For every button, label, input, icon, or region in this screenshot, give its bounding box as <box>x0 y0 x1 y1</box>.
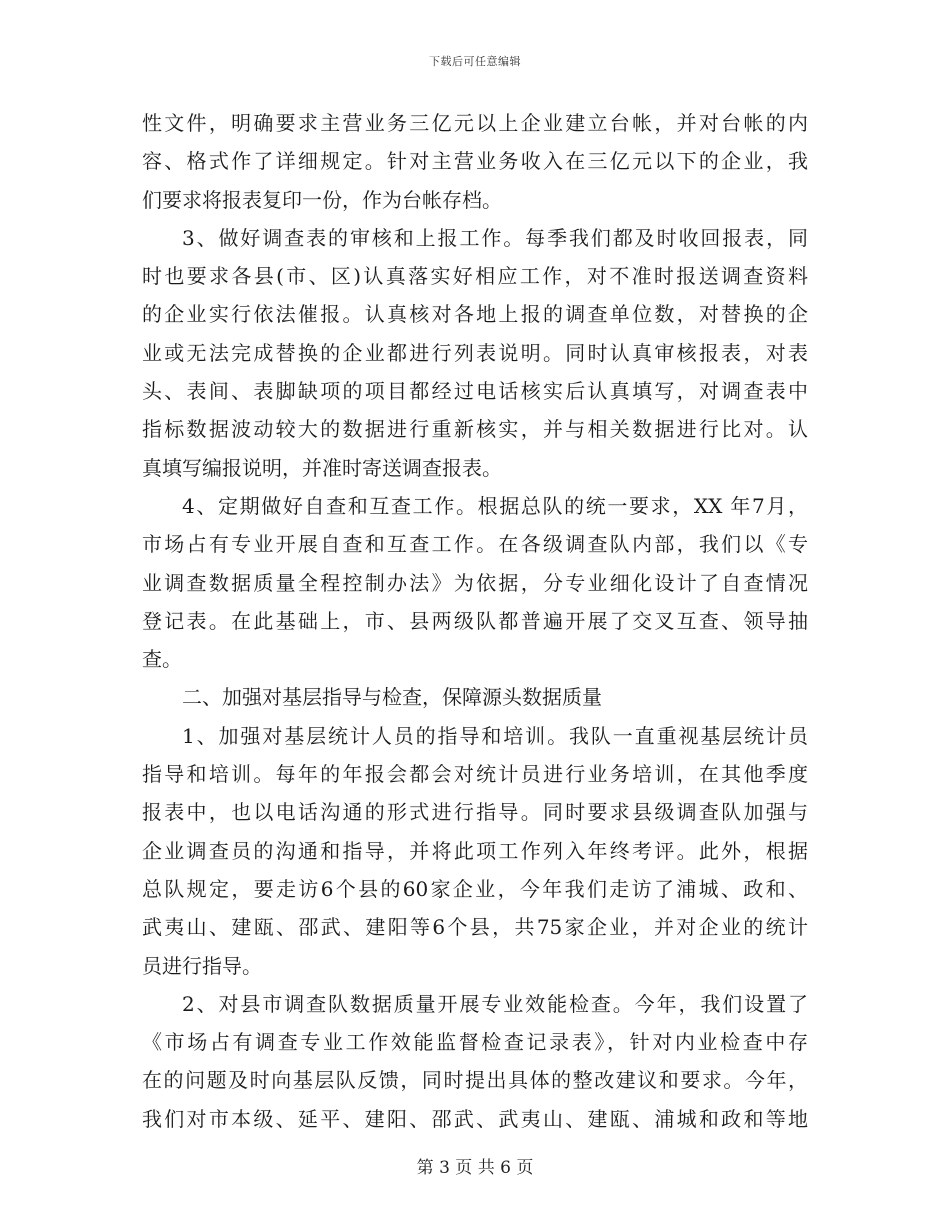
body-line: 时也要求各县(市、区)认真落实好相应工作，对不准时报送调查资料 <box>142 264 808 289</box>
body-line: 头、表间、表脚缺项的项目都经过电话核实后认真填写，对调查表中 <box>142 379 808 404</box>
body-line: 1、加强对基层统计人员的指导和培训。我队一直重视基层统计员 <box>182 723 808 748</box>
body-line: 指导和培训。每年的年报会都会对统计员进行业务培训，在其他季度 <box>142 762 808 787</box>
body-line: 在的问题及时向基层队反馈，同时提出具体的整改建议和要求。今年， <box>142 1068 808 1093</box>
body-line: 性文件，明确要求主营业务三亿元以上企业建立台帐，并对台帐的内 <box>142 111 808 135</box>
body-line: 容、格式作了详细规定。针对主营业务收入在三亿元以下的企业，我 <box>142 149 808 174</box>
body-line: 4、定期做好自查和互查工作。根据总队的统一要求，XX 年7月， <box>182 493 808 518</box>
body-line: 们要求将报表复印一份，作为台帐存档。 <box>142 187 502 212</box>
body-line: 二、加强对基层指导与检查，保障源头数据质量 <box>182 685 602 710</box>
body-line: 查。 <box>142 647 182 672</box>
body-line: 业或无法完成替换的企业都进行列表说明。同时认真审核报表，对表 <box>142 340 808 365</box>
body-line: 报表中，也以电话沟通的形式进行指导。同时要求县级调查队加强与 <box>142 800 808 825</box>
body-line: 的企业实行依法催报。认真核对各地上报的调查单位数，对替换的企 <box>142 302 808 327</box>
body-line: 总队规定，要走访6个县的60家企业，今年我们走访了浦城、政和、 <box>142 876 808 901</box>
body-line: 市场占有专业开展自查和互查工作。在各级调查队内部，我们以《专 <box>142 532 808 557</box>
document-body <box>142 104 808 1138</box>
page-number: 第 3 页 共 6 页 <box>416 1158 534 1178</box>
body-line: 《市场占有调查专业工作效能监督检查记录表》，针对内业检查中存 <box>142 1030 808 1055</box>
body-line: 我们对市本级、延平、建阳、邵武、武夷山、建瓯、浦城和政和等地 <box>142 1106 808 1131</box>
body-line: 员进行指导。 <box>142 953 262 978</box>
body-line: 2、对县市调查队数据质量开展专业效能检查。今年，我们设置了 <box>182 991 808 1016</box>
body-line: 真填写编报说明，并准时寄送调查报表。 <box>142 455 502 480</box>
body-line: 企业调查员的沟通和指导，并将此项工作列入年终考评。此外，根据 <box>142 838 808 863</box>
body-line: 登记表。在此基础上，市、县两级队都普遍开展了交叉互查、领导抽 <box>142 608 808 633</box>
body-line: 业调查数据质量全程控制办法》为依据，分专业细化设计了自查情况 <box>142 570 808 595</box>
body-line: 武夷山、建瓯、邵武、建阳等6个县，共75家企业，并对企业的统计 <box>142 915 808 940</box>
page-header: 下载后可任意编辑 <box>429 55 521 68</box>
body-line: 指标数据波动较大的数据进行重新核实，并与相关数据进行比对。认 <box>142 417 808 442</box>
body-line: 3、做好调查表的审核和上报工作。每季我们都及时收回报表，同 <box>182 225 808 250</box>
